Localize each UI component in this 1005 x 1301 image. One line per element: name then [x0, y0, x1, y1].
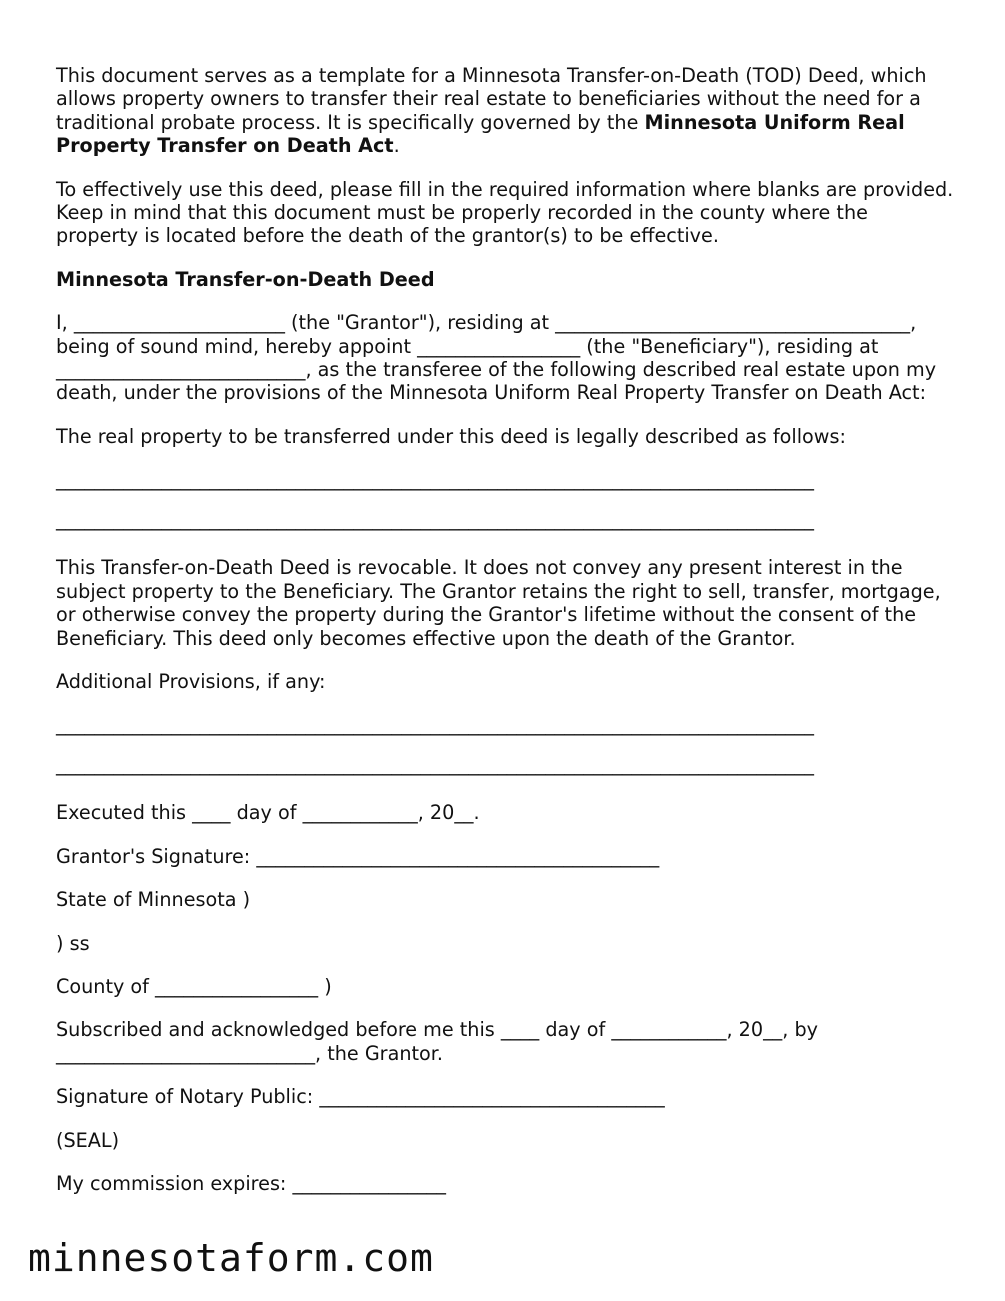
intro-paragraph-1 — [56, 64, 956, 158]
additional-provisions-lines — [56, 713, 956, 793]
subscribed-paragraph: Subscribed and acknowledged before me this ____ day of ____________, 20__, by ___________________________, the Grantor. — [56, 1018, 819, 1065]
notary-signature-line: Signature of Notary Public: ____________________________________ — [56, 1085, 665, 1109]
intro-paragraph-2: To effectively use this deed, please fill in the required information where blanks are provided. Keep in mind that this document must be properly recorded in the county where the property is located before the death of the grantor(s) to be effective. — [56, 177, 954, 248]
property-line: _______________________________________________________________________________ — [56, 508, 814, 532]
county-line: County of _________________ ) — [56, 974, 332, 998]
site-watermark: minnesotaform.com — [28, 1236, 434, 1280]
additional-line: _______________________________________________________________________________ — [56, 753, 814, 777]
additional-line: _______________________________________________________________________________ — [56, 713, 814, 737]
intro-text: This document serves as a template for a Minnesota Transfer-on-Death (TOD) Deed, which allows property owners to transfer their real estate to beneficiaries without the need for a traditional probate process. It is specifically governed by the — [56, 64, 927, 134]
appointment-paragraph: I, ______________________ (the "Grantor"), residing at _____________________________________, being of sound mind, hereby appoint _________________ (the "Beneficiary"), residing at __________________________, as the transferee of the following described real estate upon my death, under the provisions of the Minnesota Uniform Real Property Transfer on Death Act: — [56, 311, 937, 405]
document-body — [56, 64, 956, 1215]
deed-title: Minnesota Transfer-on-Death Deed — [56, 267, 435, 291]
seal-label: (SEAL) — [56, 1128, 120, 1152]
additional-provisions-label: Additional Provisions, if any: — [56, 669, 326, 693]
state-line: State of Minnesota ) — [56, 888, 251, 912]
property-intro: The real property to be transferred under this deed is legally described as follows: — [56, 424, 846, 448]
property-line: _______________________________________________________________________________ — [56, 468, 814, 492]
intro-period: . — [393, 134, 400, 158]
commission-line: My commission expires: ________________ — [56, 1171, 446, 1195]
executed-line: Executed this ____ day of ____________, 20__. — [56, 801, 480, 825]
revocable-paragraph: This Transfer-on-Death Deed is revocable. It does not convey any present interest in the subject property to the Beneficiary. The Grantor retains the right to sell, transfer, mortgage, or otherwise convey the property during the Grantor's lifetime without the consent of the Beneficiary. This deed only becomes effective upon the death of the Grantor. — [56, 556, 941, 650]
grantor-signature-line: Grantor's Signature: __________________________________________ — [56, 844, 660, 868]
act-name: Minnesota Uniform Real Property Transfer on Death Act — [56, 110, 905, 158]
ss-line: ) ss — [56, 931, 90, 955]
property-description-lines — [56, 468, 956, 548]
